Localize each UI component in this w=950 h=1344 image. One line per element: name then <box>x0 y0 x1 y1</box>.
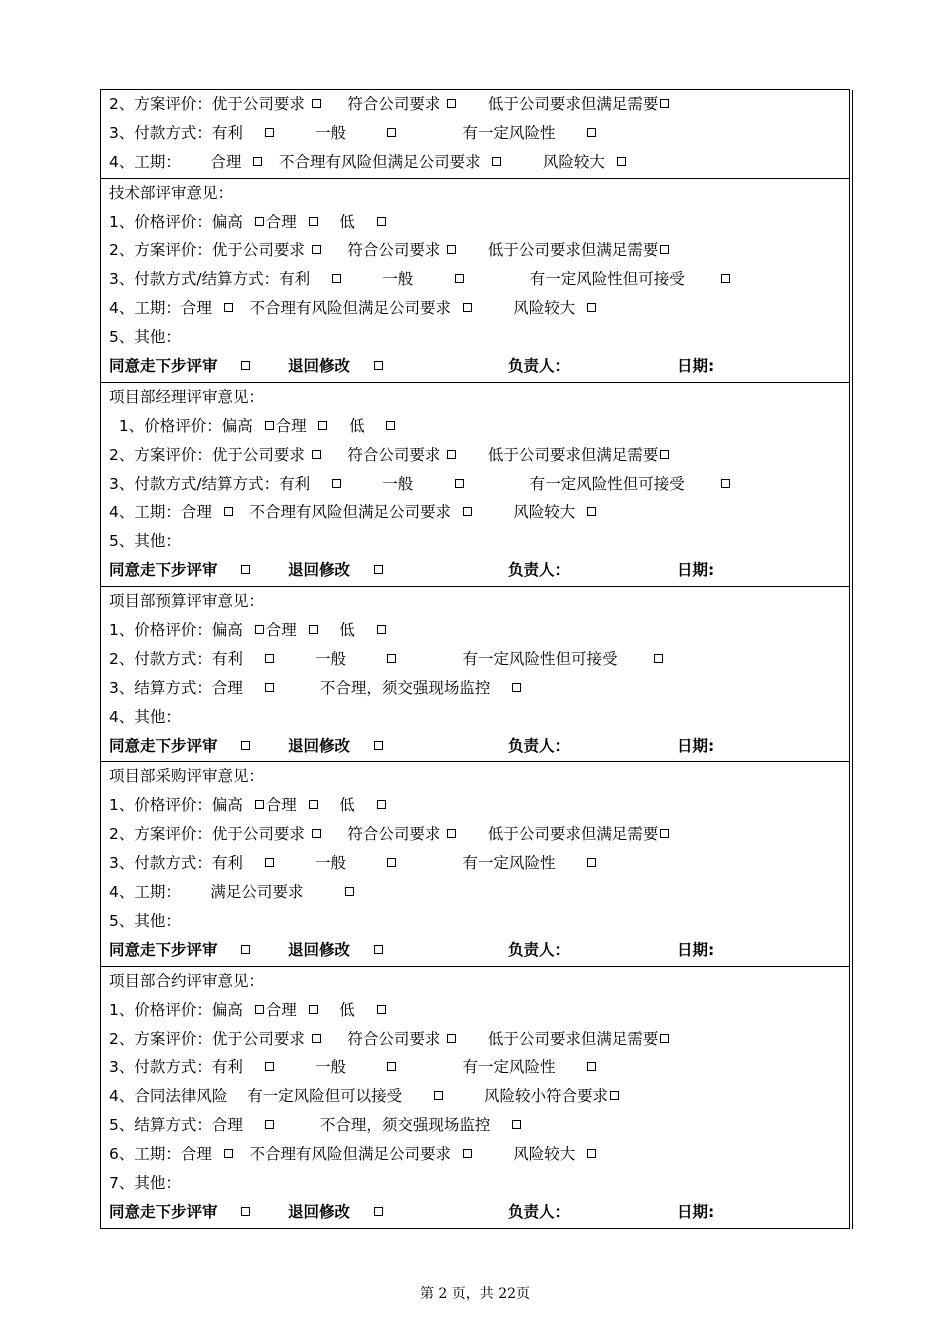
option-checkbox[interactable] <box>377 625 386 634</box>
option-checkbox[interactable] <box>377 800 386 809</box>
option-checkbox[interactable] <box>587 507 596 516</box>
option-checkbox[interactable] <box>610 1091 619 1100</box>
review-option-line: 3、结算方式：合理 不合理，须交强现场监控 <box>109 674 849 703</box>
option-checkbox[interactable] <box>312 829 321 838</box>
signature-row <box>109 556 849 585</box>
option-checkbox[interactable] <box>721 479 730 488</box>
review-option-line: 5、其他： <box>109 532 181 551</box>
review-option-line: 5、其他： <box>109 328 181 347</box>
option-checkbox[interactable] <box>265 683 274 692</box>
option-checkbox[interactable] <box>463 507 472 516</box>
section-title: 技术部评审意见： <box>109 183 234 202</box>
review-option-line: 2、方案评价：优于公司要求 符合公司要求 低于公司要求但满足需要 <box>109 1025 849 1054</box>
option-checkbox[interactable] <box>309 625 318 634</box>
return-checkbox[interactable] <box>374 565 383 574</box>
review-option-line: 2、方案评价：优于公司要求 符合公司要求 低于公司要求但满足需要 <box>109 90 849 119</box>
return-modify: 退回修改 <box>288 732 385 761</box>
date-label: 日期: <box>677 940 715 959</box>
review-option-line: 7、其他： <box>109 1173 181 1192</box>
owner-label: 负责人： <box>508 940 571 959</box>
return-modify: 退回修改 <box>288 556 385 585</box>
option-checkbox[interactable] <box>255 800 264 809</box>
section-title: 项目部合约评审意见： <box>109 971 265 990</box>
return-modify: 退回修改 <box>288 1198 385 1227</box>
agree-checkbox[interactable] <box>241 361 250 370</box>
review-option-line: 1、价格评价：偏高 合理 低 <box>109 412 849 441</box>
option-checkbox[interactable] <box>312 1034 321 1043</box>
option-checkbox[interactable] <box>265 1120 274 1129</box>
review-option-line: 4、工期：合理 不合理有风险但满足公司要求 风险较大 <box>109 294 849 323</box>
return-checkbox[interactable] <box>374 361 383 370</box>
option-checkbox[interactable] <box>587 303 596 312</box>
option-checkbox[interactable] <box>224 1149 233 1158</box>
section-title: 项目部预算评审意见： <box>109 592 265 611</box>
owner-label: 负责人： <box>508 357 571 376</box>
review-option-line: 4、工期： 合理 不合理有风险但满足公司要求 风险较大 <box>109 148 849 177</box>
review-section <box>101 179 849 383</box>
option-checkbox[interactable] <box>455 274 464 283</box>
review-option-line: 2、方案评价：优于公司要求 符合公司要求 低于公司要求但满足需要 <box>109 820 849 849</box>
option-checkbox[interactable] <box>447 1034 456 1043</box>
review-section <box>101 587 849 762</box>
option-checkbox[interactable] <box>387 1062 396 1071</box>
signature-row <box>109 352 849 381</box>
review-option-line: 3、付款方式/结算方式：有利 一般 有一定风险性但可接受 <box>109 265 849 294</box>
option-checkbox[interactable] <box>312 450 321 459</box>
review-option-line: 4、工期：合理 不合理有风险但满足公司要求 风险较大 <box>109 498 849 527</box>
option-checkbox[interactable] <box>660 245 669 254</box>
option-checkbox[interactable] <box>312 245 321 254</box>
return-modify: 退回修改 <box>288 936 385 965</box>
option-checkbox[interactable] <box>447 99 456 108</box>
option-checkbox[interactable] <box>255 625 264 634</box>
review-option-line: 6、工期：合理 不合理有风险但满足公司要求 风险较大 <box>109 1140 849 1169</box>
option-checkbox[interactable] <box>587 1149 596 1158</box>
option-checkbox[interactable] <box>463 1149 472 1158</box>
review-option-line: 3、付款方式：有利 一般 有一定风险性 <box>109 119 849 148</box>
review-option-line: 1、价格评价：偏高 合理 低 <box>109 208 849 237</box>
agree-checkbox[interactable] <box>241 945 250 954</box>
option-checkbox[interactable] <box>447 245 456 254</box>
option-checkbox[interactable] <box>377 1005 386 1014</box>
option-checkbox[interactable] <box>387 858 396 867</box>
review-section <box>101 967 849 1229</box>
option-checkbox[interactable] <box>721 274 730 283</box>
review-option-line: 4、其他： <box>109 707 181 726</box>
review-section <box>101 90 849 179</box>
page-footer: 第 2 页，共 22页 <box>419 1286 531 1302</box>
option-checkbox[interactable] <box>660 99 669 108</box>
option-checkbox[interactable] <box>587 1062 596 1071</box>
option-checkbox[interactable] <box>312 99 321 108</box>
return-modify: 退回修改 <box>288 352 385 381</box>
agree-next-step: 同意走下步评审 <box>109 1198 252 1227</box>
option-checkbox[interactable] <box>265 1062 274 1071</box>
signature-row <box>109 732 849 761</box>
option-checkbox[interactable] <box>332 274 341 283</box>
option-checkbox[interactable] <box>265 421 274 430</box>
option-checkbox[interactable] <box>387 128 396 137</box>
review-option-line: 2、方案评价：优于公司要求 符合公司要求 低于公司要求但满足需要 <box>109 441 849 470</box>
option-checkbox[interactable] <box>434 1091 443 1100</box>
review-option-line: 2、付款方式：有利 一般 有一定风险性但可接受 <box>109 645 849 674</box>
date-label: 日期: <box>677 357 715 376</box>
option-checkbox[interactable] <box>265 858 274 867</box>
section-title: 项目部采购评审意见： <box>109 767 265 786</box>
option-checkbox[interactable] <box>654 654 663 663</box>
option-checkbox[interactable] <box>224 507 233 516</box>
return-checkbox[interactable] <box>374 1207 383 1216</box>
review-form-table <box>100 89 850 1229</box>
agree-next-step: 同意走下步评审 <box>109 352 252 381</box>
option-checkbox[interactable] <box>265 128 274 137</box>
option-checkbox[interactable] <box>492 157 501 166</box>
option-checkbox[interactable] <box>455 479 464 488</box>
option-checkbox[interactable] <box>463 303 472 312</box>
return-checkbox[interactable] <box>374 945 383 954</box>
date-label: 日期: <box>677 736 715 755</box>
owner-label: 负责人： <box>508 561 571 580</box>
option-checkbox[interactable] <box>512 683 521 692</box>
agree-checkbox[interactable] <box>241 565 250 574</box>
option-checkbox[interactable] <box>587 858 596 867</box>
option-checkbox[interactable] <box>512 1120 521 1129</box>
option-checkbox[interactable] <box>255 1005 264 1014</box>
review-option-line: 4、合同法律风险 有一定风险但可以接受 风险较小符合要求 <box>109 1082 849 1111</box>
review-section <box>101 383 849 587</box>
option-checkbox[interactable] <box>345 887 354 896</box>
review-option-line: 3、付款方式：有利 一般 有一定风险性 <box>109 849 849 878</box>
option-checkbox[interactable] <box>255 217 264 226</box>
date-label: 日期: <box>677 1202 715 1221</box>
option-checkbox[interactable] <box>318 421 327 430</box>
agree-checkbox[interactable] <box>241 1207 250 1216</box>
option-checkbox[interactable] <box>617 157 626 166</box>
option-checkbox[interactable] <box>386 421 395 430</box>
review-option-line: 1、价格评价：偏高 合理 低 <box>109 791 849 820</box>
option-checkbox[interactable] <box>660 1034 669 1043</box>
date-label: 日期: <box>677 561 715 580</box>
review-option-line: 5、结算方式：合理 不合理，须交强现场监控 <box>109 1111 849 1140</box>
option-checkbox[interactable] <box>332 479 341 488</box>
option-checkbox[interactable] <box>309 217 318 226</box>
review-option-line: 3、付款方式：有利 一般 有一定风险性 <box>109 1053 849 1082</box>
option-checkbox[interactable] <box>265 654 274 663</box>
owner-label: 负责人： <box>508 1202 571 1221</box>
review-option-line: 3、付款方式/结算方式：有利 一般 有一定风险性但可接受 <box>109 470 849 499</box>
agree-next-step: 同意走下步评审 <box>109 936 252 965</box>
option-checkbox[interactable] <box>587 128 596 137</box>
review-option-line: 1、价格评价：偏高 合理 低 <box>109 996 849 1025</box>
review-option-line: 5、其他： <box>109 911 181 930</box>
option-checkbox[interactable] <box>309 800 318 809</box>
option-checkbox[interactable] <box>660 829 669 838</box>
review-option-line: 1、价格评价：偏高 合理 低 <box>109 616 849 645</box>
section-title: 项目部经理评审意见： <box>109 387 265 406</box>
option-checkbox[interactable] <box>224 303 233 312</box>
agree-checkbox[interactable] <box>241 741 250 750</box>
review-section <box>101 762 849 966</box>
owner-label: 负责人： <box>508 736 571 755</box>
review-option-line: 4、工期： 满足公司要求 <box>109 878 849 907</box>
option-checkbox[interactable] <box>377 217 386 226</box>
review-option-line: 2、方案评价：优于公司要求 符合公司要求 低于公司要求但满足需要 <box>109 236 849 265</box>
signature-row <box>109 936 849 965</box>
agree-next-step: 同意走下步评审 <box>109 556 252 585</box>
option-checkbox[interactable] <box>447 450 456 459</box>
return-checkbox[interactable] <box>374 741 383 750</box>
option-checkbox[interactable] <box>253 157 262 166</box>
signature-row <box>109 1198 849 1227</box>
option-checkbox[interactable] <box>447 829 456 838</box>
option-checkbox[interactable] <box>309 1005 318 1014</box>
option-checkbox[interactable] <box>660 450 669 459</box>
option-checkbox[interactable] <box>387 654 396 663</box>
agree-next-step: 同意走下步评审 <box>109 732 252 761</box>
